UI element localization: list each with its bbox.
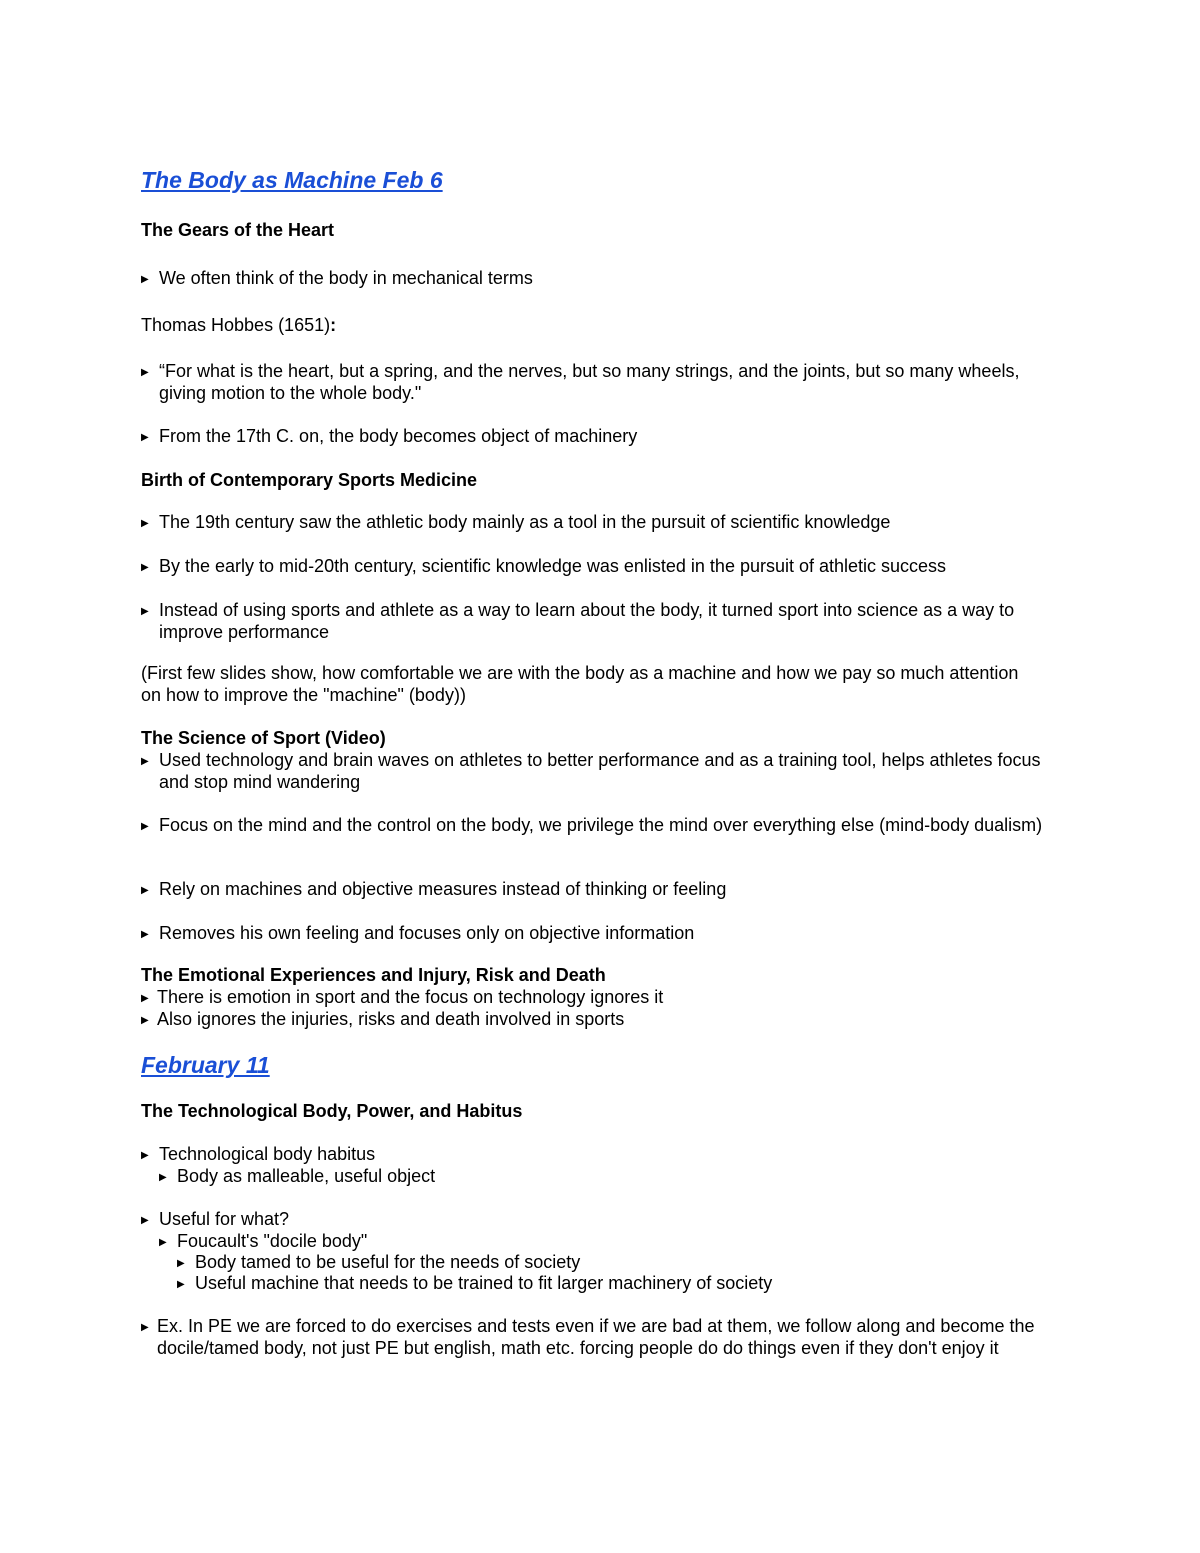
list-item: [141, 599, 1041, 643]
bullet-icon: ▶: [141, 1150, 149, 1161]
list-item: [141, 555, 1041, 579]
list-item-text: Used technology and brain waves on athletes to better performance and as a training tool, helps athletes focus and stop mind wandering: [159, 750, 1041, 792]
list-item: [141, 425, 1041, 449]
list-item-text: By the early to mid-20th century, scientific knowledge was enlisted in the pursuit of athletic success: [159, 556, 947, 576]
bullet-icon: ▶: [141, 432, 149, 443]
list-item-text: Useful for what?: [159, 1209, 290, 1229]
bullet-icon: ▶: [141, 929, 149, 940]
bullet-icon: ▶: [141, 274, 149, 285]
list-item-text: The 19th century saw the athletic body mainly as a tool in the pursuit of scientific knowledge: [159, 512, 891, 532]
bullet-icon: ▶: [177, 1279, 185, 1290]
heading-birth-of-sports-medicine: Birth of Contemporary Sports Medicine: [141, 470, 478, 490]
bullet-icon: ▶: [141, 993, 149, 1004]
list-item-text: Useful machine that needs to be trained to fit larger machinery of society: [195, 1273, 773, 1293]
heading-technological-body: The Technological Body, Power, and Habitus: [141, 1101, 523, 1121]
hobbes-quote: “For what is the heart, but a spring, and the nerves, but so many strings, and the joints, but so many wheels, giving motion to the whole body.": [159, 361, 1020, 403]
bullet-icon: ▶: [141, 1322, 149, 1333]
bullet-icon: ▶: [159, 1172, 167, 1183]
bullet-icon: ▶: [141, 562, 149, 573]
bullet-icon: ▶: [141, 821, 149, 832]
list-item-text: Body tamed to be useful for the needs of society: [195, 1252, 581, 1272]
bullet-icon: ▶: [159, 1237, 167, 1248]
hobbes-attribution: [141, 314, 1041, 336]
list-item: [141, 1315, 1041, 1359]
slides-note: (First few slides show, how comfortable we are with the body as a machine and how we pay so much attention on how to improve the "machine" (body)): [141, 663, 1019, 705]
bullet-icon: ▶: [141, 367, 149, 378]
list-item-text: From the 17th C. on, the body becomes object of machinery: [159, 426, 638, 446]
list-item-text: Instead of using sports and athlete as a way to learn about the body, it turned sport into science as a way to improve performance: [159, 600, 1015, 642]
list-item-text: Also ignores the injuries, risks and death involved in sports: [157, 1009, 625, 1029]
bullet-icon: ▶: [141, 606, 149, 617]
bullet-icon: ▶: [141, 1015, 149, 1026]
list-item: [141, 360, 1041, 404]
list-item: [177, 1272, 1037, 1296]
heading-gears-of-the-heart: The Gears of the Heart: [141, 220, 335, 240]
list-item: [141, 1208, 1041, 1232]
heading-emotional-experiences: The Emotional Experiences and Injury, Risk and Death: [141, 965, 606, 985]
list-item: [159, 1165, 1039, 1189]
section-title-february-11[interactable]: February 11: [141, 1052, 270, 1078]
list-item: [141, 922, 1041, 946]
list-item: [141, 986, 1041, 1010]
section-title-feb-6[interactable]: The Body as Machine Feb 6: [141, 167, 443, 193]
list-item: [141, 267, 1041, 291]
list-item-text: Ex. In PE we are forced to do exercises and tests even if we are bad at them, we follow along and become the docile/tamed body, not just PE but english, math etc. forcing people do do things even if they don't enjoy it: [157, 1316, 1035, 1358]
list-item-text: Technological body habitus: [159, 1144, 376, 1164]
heading-science-of-sport: The Science of Sport (Video): [141, 728, 386, 748]
hobbes-colon: :: [330, 315, 337, 335]
bullet-icon: ▶: [141, 885, 149, 896]
list-item: [141, 511, 1041, 535]
bullet-icon: ▶: [141, 1215, 149, 1226]
list-item-text: Foucault's "docile body": [177, 1231, 368, 1251]
list-item-text: We often think of the body in mechanical terms: [159, 268, 533, 288]
list-item-text: There is emotion in sport and the focus on technology ignores it: [157, 987, 664, 1007]
list-item: [141, 814, 1051, 838]
bullet-icon: ▶: [141, 756, 149, 767]
list-item-text: Rely on machines and objective measures instead of thinking or feeling: [159, 879, 727, 899]
list-item: [141, 878, 1041, 902]
bullet-icon: ▶: [141, 518, 149, 529]
list-item-text: Focus on the mind and the control on the body, we privilege the mind over everything else (mind-body dualism): [159, 815, 1043, 835]
list-item-text: Body as malleable, useful object: [177, 1166, 436, 1186]
list-item: [141, 749, 1041, 793]
list-item-text: Removes his own feeling and focuses only on objective information: [159, 923, 695, 943]
list-item: [141, 1008, 1041, 1032]
bullet-icon: ▶: [177, 1258, 185, 1269]
hobbes-label: Thomas Hobbes (1651): [141, 315, 331, 335]
list-item: [141, 1143, 1041, 1167]
